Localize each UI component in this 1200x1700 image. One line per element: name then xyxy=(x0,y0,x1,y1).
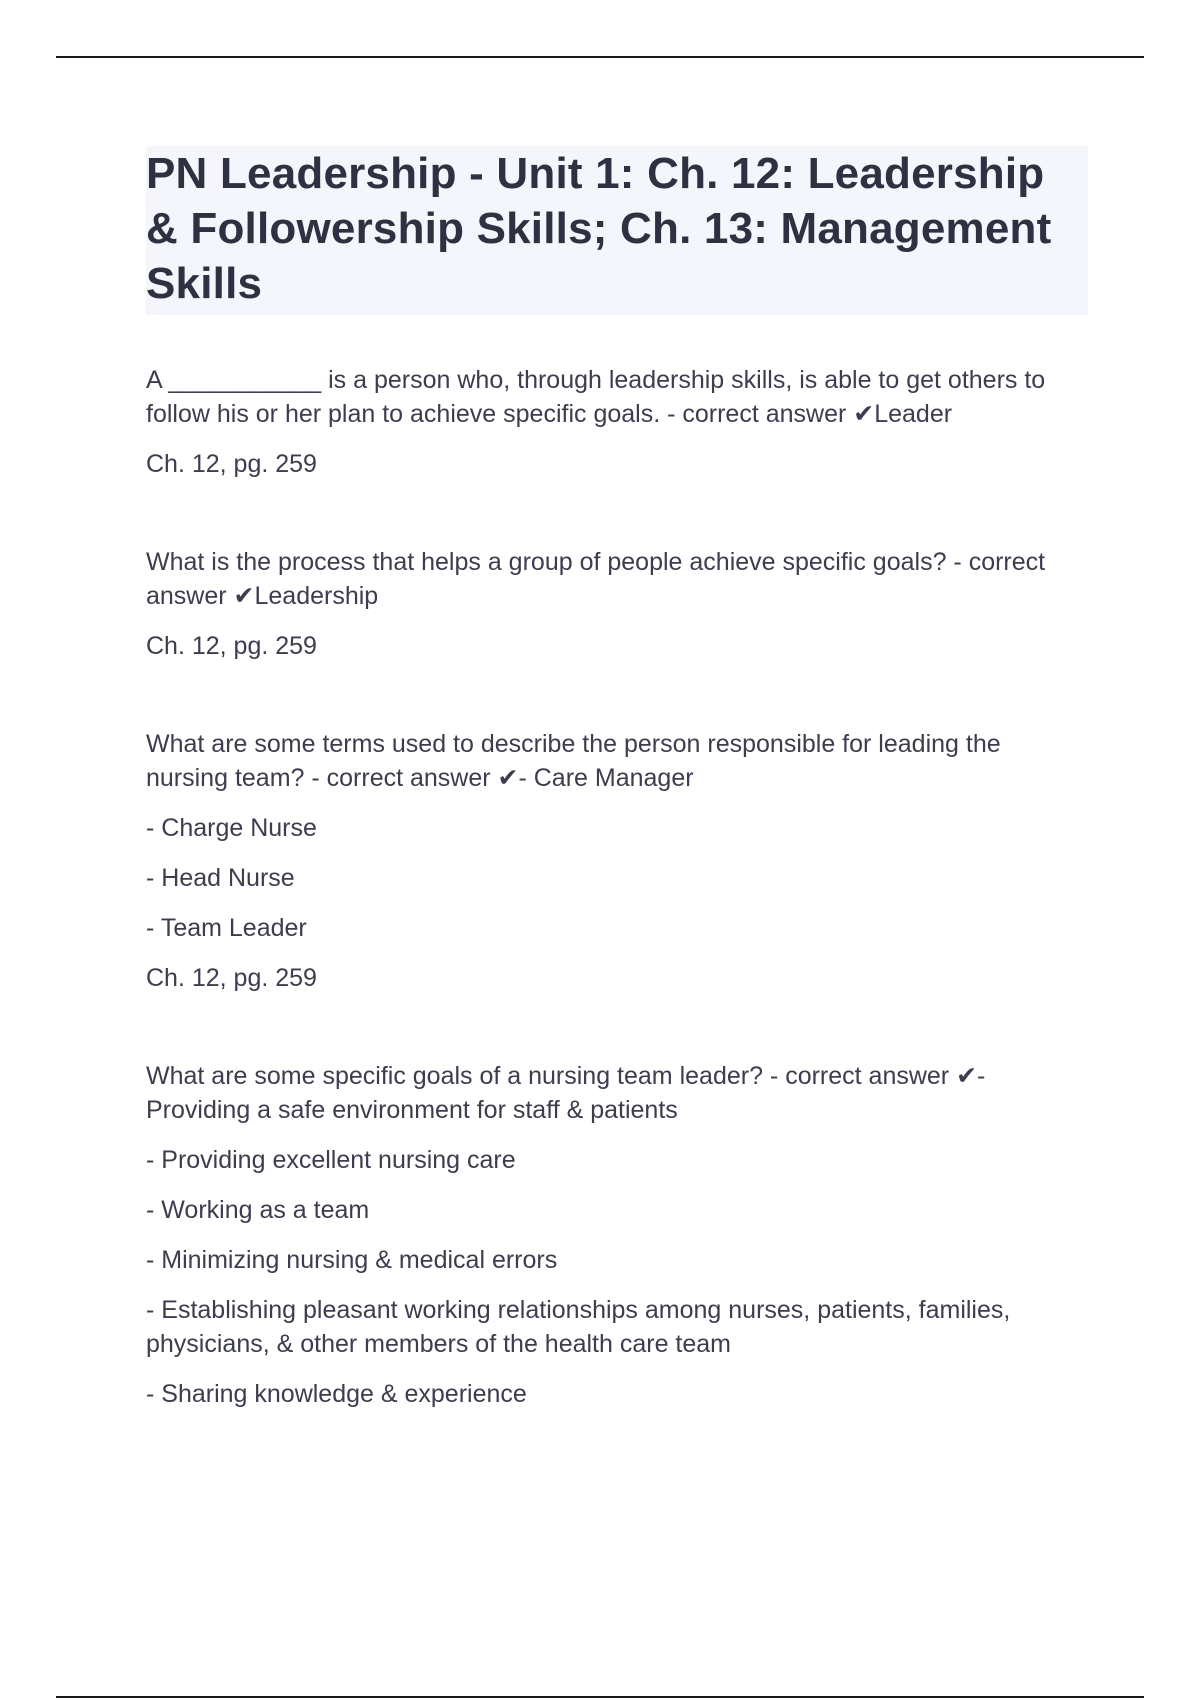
answer-list-item: - Team Leader xyxy=(146,914,307,942)
qa-item-4 xyxy=(146,1059,1088,1411)
qa-item-2 xyxy=(146,545,1088,663)
question-answer: What are some specific goals of a nursing team leader? - correct answer ✔- Providing a safe environment for staff & patients xyxy=(146,1062,986,1124)
answer-list-item: - Sharing knowledge & experience xyxy=(146,1380,527,1408)
answer-list-item: - Minimizing nursing & medical errors xyxy=(146,1246,558,1274)
reference: Ch. 12, pg. 259 xyxy=(146,450,317,478)
title-block xyxy=(146,146,1088,315)
answer-list-item: - Head Nurse xyxy=(146,864,295,892)
answer-list-item: - Providing excellent nursing care xyxy=(146,1146,516,1174)
bottom-divider xyxy=(56,1696,1144,1698)
answer-list-item: - Working as a team xyxy=(146,1196,370,1224)
reference: Ch. 12, pg. 259 xyxy=(146,964,317,992)
question-answer: A ___________ is a person who, through leadership skills, is able to get others to follow his or her plan to achieve specific goals. - correct answer ✔Leader xyxy=(146,366,1046,428)
qa-item-3 xyxy=(146,727,1088,995)
question-answer: What are some terms used to describe the person responsible for leading the nursing team? - correct answer ✔- Care Manager xyxy=(146,730,1001,792)
answer-list-item: - Charge Nurse xyxy=(146,814,317,842)
qa-item-1 xyxy=(146,363,1088,481)
top-divider xyxy=(56,56,1144,58)
reference: Ch. 12, pg. 259 xyxy=(146,632,317,660)
answer-list-item: - Establishing pleasant working relationships among nurses, patients, families, physicians, & other members of the health care team xyxy=(146,1296,1011,1358)
question-answer: What is the process that helps a group of people achieve specific goals? - correct answer ✔Leadership xyxy=(146,548,1046,610)
document-title: PN Leadership - Unit 1: Ch. 12: Leadership & Followership Skills; Ch. 13: Management Skills xyxy=(146,149,1052,308)
document-body xyxy=(146,146,1088,1411)
